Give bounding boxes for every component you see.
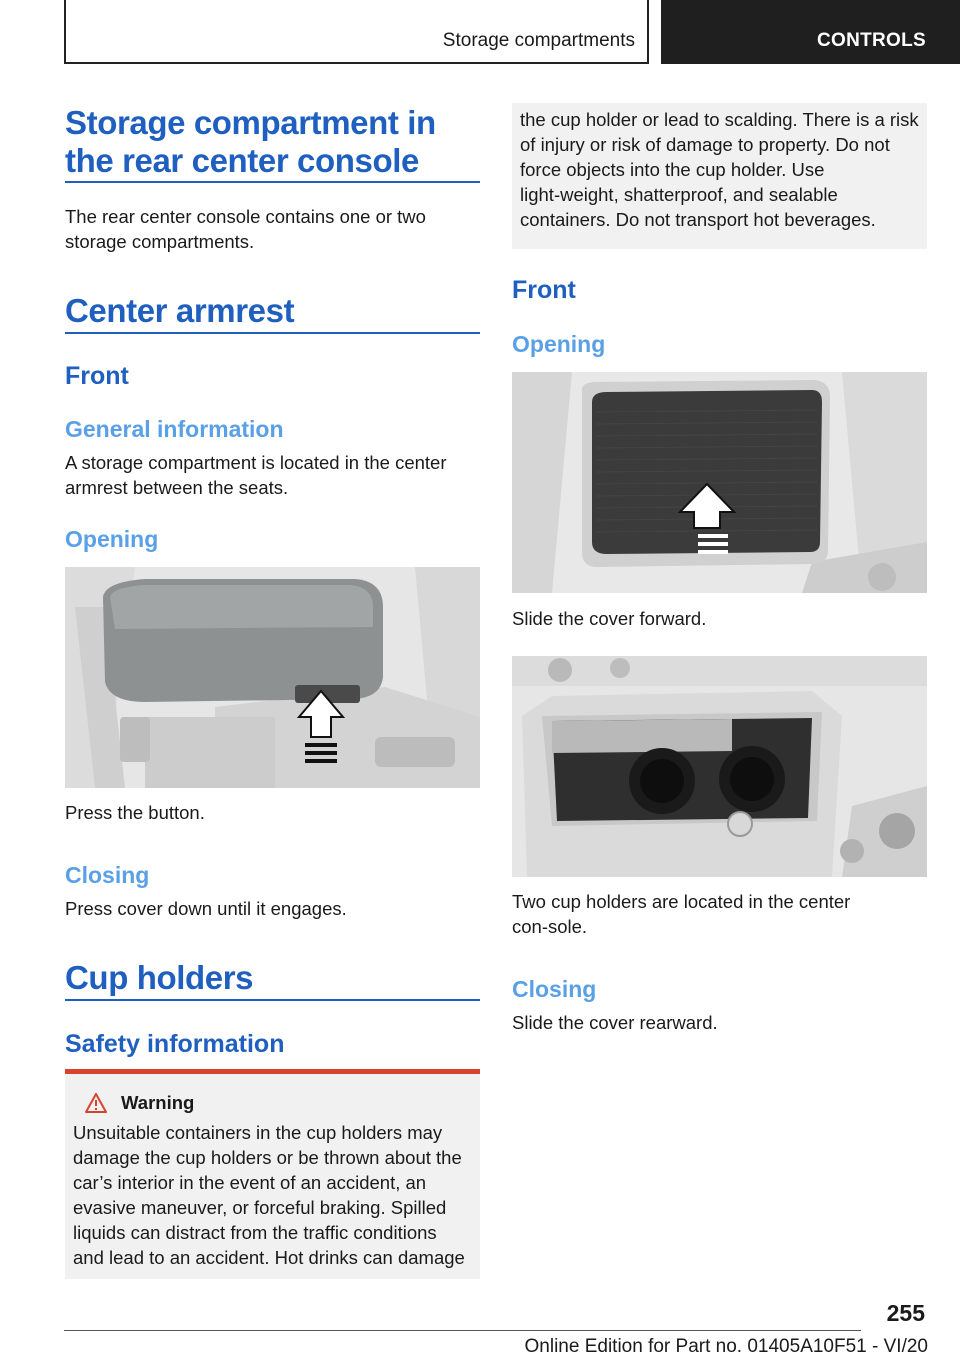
header-chapter-label: CONTROLS [816, 30, 926, 51]
heading-center-armrest: Center armrest [65, 292, 295, 329]
header-chapter-tab [661, 0, 960, 64]
warning-header [85, 1092, 472, 1114]
paragraph-storage: The rear center console contains one or two storage compartments. [65, 206, 426, 252]
header-section-box [64, 0, 649, 64]
paragraph-general: A storage compartment is located in the center armrest between the seats. [65, 452, 447, 498]
caption-press-button: Press the button. [65, 802, 205, 823]
warning-continuation-text: the cup holder or lead to scalding. There is a risk of injury or risk of damage to property. Do not force objects into the cup holder. Use light‑weight, shatterproof, and sealable containers. Do not transport hot beverages. [520, 109, 919, 230]
heading-opening: Opening [512, 331, 606, 357]
heading-front: Front [512, 276, 576, 304]
warning-box [65, 1074, 480, 1279]
heading-front: Front [65, 362, 129, 390]
paragraph-closing-rearward: Slide the cover rearward. [512, 1012, 718, 1033]
heading-opening: Opening [65, 526, 159, 552]
warning-continuation-box [512, 103, 927, 249]
cup-holders-illustration [512, 656, 927, 877]
warning-triangle-icon [85, 1093, 107, 1113]
heading-storage-compartment: Storage compartment in the rear center console [65, 104, 436, 179]
footer-edition: Online Edition for Part no. 01405A10F51 - VI/20 [524, 1336, 928, 1357]
heading-closing: Closing [65, 862, 150, 888]
warning-title: Warning [121, 1092, 195, 1113]
heading-safety-information: Safety information [65, 1030, 285, 1058]
heading-rule [65, 181, 480, 183]
header-section-title: Storage compartments [442, 30, 635, 51]
caption-slide-cover: Slide the cover forward. [512, 608, 707, 629]
cover-slide-illustration [512, 372, 927, 593]
caption-two-cup-holders: Two cup holders are located in the center con‑sole. [512, 891, 851, 937]
heading-rule [65, 999, 480, 1001]
heading-cup-holders: Cup holders [65, 959, 254, 996]
paragraph-closing: Press cover down until it engages. [65, 898, 347, 919]
heading-general-information: General information [65, 416, 284, 442]
heading-closing: Closing [512, 976, 597, 1002]
page-number: 255 [886, 1300, 925, 1326]
footer-rule [64, 1330, 861, 1331]
armrest-illustration [65, 567, 480, 788]
warning-text: Unsuitable containers in the cup holders may damage the cup holders or be thrown about the car’s interior in the event of an accident, an evasive maneuver, or forceful braking. Spilled liquids can distract from the traffic conditions and lead to an accident. Hot drinks can damage [73, 1122, 465, 1268]
heading-rule [65, 332, 480, 334]
